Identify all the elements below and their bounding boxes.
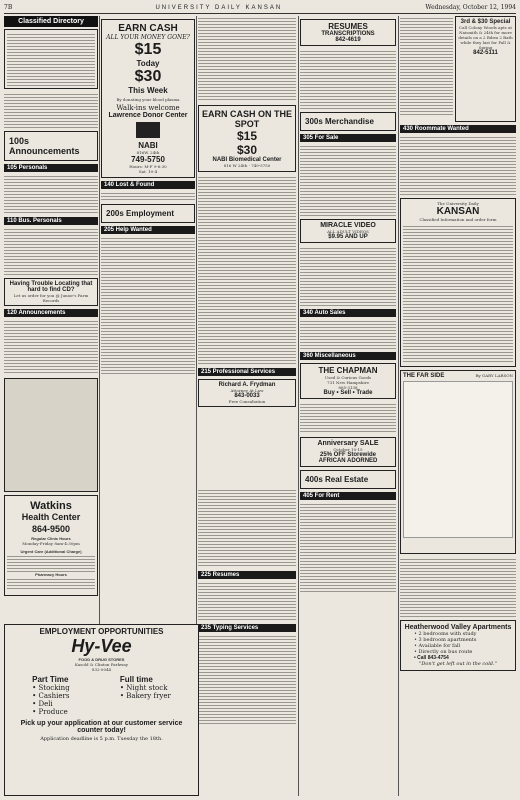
donating-text: By donating your blood plasma xyxy=(116,97,180,102)
section-405: 405 For Rent xyxy=(300,492,396,500)
section-225: 225 Resumes xyxy=(198,571,296,579)
today-label: Today xyxy=(136,59,160,68)
heatherwood-line4: • Directly on bus route xyxy=(414,649,473,655)
help-wanted-text xyxy=(101,236,195,376)
section-110: 110 Bus. Personals xyxy=(4,217,98,225)
hyvee-phone: 832-0044 xyxy=(91,667,112,672)
section-120: 120 Announcements xyxy=(4,309,98,317)
amount-today: $15 xyxy=(134,41,162,58)
chapman-slogan: Buy • Sell • Trade xyxy=(323,390,373,396)
section-235: 235 Typing Services xyxy=(198,624,296,632)
chapman-sub: Used & Curious Goods xyxy=(324,375,372,380)
anniversary-ad xyxy=(300,437,396,467)
heatherwood-ad xyxy=(400,620,516,671)
paper-name: UNIVERSITY DAILY KANSAN xyxy=(155,4,283,11)
resumes-ad xyxy=(300,19,396,46)
section-205: 205 Help Wanted xyxy=(101,226,195,234)
colony-body: Call Colony Woods apts at Naismith & 24th for more details on a 2 Bdrm 2 Bath while they last for Fall & Spring xyxy=(458,25,513,50)
page-header xyxy=(4,2,516,14)
watkins-subtitle: Health Center xyxy=(21,512,81,522)
kansan-title: KANSAN xyxy=(436,206,480,217)
classified-directory-title: Classified Directory xyxy=(4,16,98,27)
nabi-ad xyxy=(101,19,195,178)
anniv-title: Anniversary SALE xyxy=(317,440,379,447)
watkins-hours-label: Regular Clinic Hours xyxy=(31,536,71,541)
chapman-title: THE CHAPMAN xyxy=(318,366,378,375)
hyvee-pickup: Pick up your application at our customer service counter today! xyxy=(20,720,183,734)
spot-address: 816 W 24th · 749-5750 xyxy=(223,163,271,168)
fryman-name: Richard A. Frydman xyxy=(218,382,276,388)
section-200s: 200s Employment xyxy=(101,204,195,223)
nabi-name: NABI xyxy=(138,141,158,150)
nabi-spot-ad xyxy=(198,105,296,172)
chapman-ad xyxy=(300,363,396,399)
walkins-text: Walk-ins welcome xyxy=(116,104,180,112)
kansan-sub: Classified Information and order form xyxy=(419,217,497,222)
fryman-ad xyxy=(198,379,296,407)
watkins-hours: Monday-Friday 8am-4:30pm xyxy=(22,541,80,546)
spot-title: EARN CASH ON THE SPOT xyxy=(202,109,293,129)
colony-phone: 842-5111 xyxy=(473,50,498,56)
donor-center: Lawrence Donor Center xyxy=(108,112,188,119)
kansan-top: The University Daily xyxy=(437,201,479,206)
anniv-date: October 10-15 xyxy=(333,447,363,452)
miracle-video-ad xyxy=(300,219,396,243)
hyvee-deadline: Application deadline is 5 p.m. Tuesday the 18th. xyxy=(40,736,163,742)
chapman-address: 731 New Hampshire xyxy=(327,380,369,385)
hyvee-address: Kasold & Clinton Parkway xyxy=(74,662,129,667)
nabi-address: 816W. 24th xyxy=(136,150,160,155)
fryman-free: Free Consultation xyxy=(228,399,266,404)
junior-headline: Having Trouble Locating that hard to find CD? xyxy=(9,281,93,293)
column-5 xyxy=(400,16,516,796)
col3-text-mid xyxy=(198,175,296,365)
col3-text-top xyxy=(198,16,296,102)
amount-week: $30 xyxy=(134,68,162,85)
ft-nightstock: • Night stock xyxy=(119,684,168,692)
directory-index xyxy=(4,29,98,89)
pt-produce: • Produce xyxy=(32,708,68,716)
miracle-sub: ALL ADULT VIDEOS xyxy=(327,229,369,234)
spot-amt2: $30 xyxy=(236,143,258,157)
junior-farm-ad xyxy=(4,278,98,306)
column-3-lower xyxy=(198,488,296,796)
nabi-hours2: Sat. 10-4 xyxy=(138,169,158,174)
issue-date: Wednesday, October 12, 1994 xyxy=(425,4,516,11)
heatherwood-title: Heatherwood Valley Apartments xyxy=(404,624,512,631)
pt-stocking: • Stocking xyxy=(32,684,70,692)
hyvee-sub: FOOD & DRUG STORES xyxy=(78,657,125,662)
colony-top: 3rd & $30 Special xyxy=(460,19,511,25)
fulltime-title: Full time xyxy=(119,675,153,684)
week-label: This Week xyxy=(128,86,168,95)
earn-cash-title: EARN CASH xyxy=(118,23,178,34)
heatherwood-phone: • Call 843-4754 xyxy=(414,655,449,661)
heatherwood-tag: "Don't get left out in the cold." xyxy=(419,661,497,667)
spot-amt: $15 xyxy=(236,129,258,143)
section-140: 140 Lost & Found xyxy=(101,181,195,189)
colony-woods-ad xyxy=(455,16,516,122)
heatherwood-line1: • 2 bedrooms with study xyxy=(414,631,477,637)
hyvee-ad xyxy=(4,624,199,796)
nabi-hours: Hours: M-F 9-6:30 xyxy=(129,164,167,169)
pt-deli: • Deli xyxy=(32,700,53,708)
nabi-logo-icon xyxy=(136,122,160,138)
page-number: 7B xyxy=(4,4,13,11)
far-side-title: THE FAR SIDE xyxy=(403,373,445,379)
african-adorned: AFRICAN ADORNED xyxy=(318,458,378,464)
column-2 xyxy=(101,16,195,486)
colorado-ad xyxy=(4,378,98,492)
earn-cash-sub: ALL YOUR MONEY GONE? xyxy=(106,34,190,41)
far-side-illustration xyxy=(403,381,513,538)
transcriptions-title: TRANSCRIPTIONS xyxy=(321,31,375,37)
hyvee-logo: Hy-Vee xyxy=(71,636,132,656)
section-400s: 400s Real Estate xyxy=(300,470,396,489)
anniv-off: 25% OFF Storewide xyxy=(319,452,376,458)
far-side-author: By GARY LARSON xyxy=(475,373,513,378)
parttime-title: Part Time xyxy=(32,675,69,684)
ft-bakery: • Bakery fryer xyxy=(119,692,171,700)
bus-personals-text xyxy=(4,227,98,275)
column-3 xyxy=(198,16,296,486)
kansan-form xyxy=(400,198,516,367)
announcements-text xyxy=(4,319,98,375)
spot-nabi: NABI Biomedical Center xyxy=(212,157,282,163)
pt-cashiers: • Cashiers xyxy=(32,692,70,700)
nabi-phone: 749-5750 xyxy=(131,155,165,164)
heatherwood-line3: • Available for fall xyxy=(414,643,461,649)
far-side-comic xyxy=(400,370,516,554)
fryman-sub: Attorney At Law xyxy=(230,388,264,393)
section-100s: 100s Announcements xyxy=(4,131,98,161)
resumes-title: RESUMES xyxy=(328,22,368,31)
heatherwood-line2: • 3 bedroom apartments xyxy=(414,637,477,643)
section-360: 360 Miscellaneous xyxy=(300,352,396,360)
transcriptions-phone: 842-4619 xyxy=(335,37,361,43)
section-340: 340 Auto Sales xyxy=(300,309,396,317)
junior-sub: Let us order for you @ Junior's Farm Records xyxy=(13,293,89,303)
chapman-phone: 865-3138 xyxy=(338,385,358,390)
watkins-phone: 864-9500 xyxy=(31,524,71,534)
section-105: 105 Personals xyxy=(4,164,98,172)
section-215: 215 Professional Services xyxy=(198,368,296,376)
miracle-title: MIRACLE VIDEO xyxy=(320,222,376,229)
column-4 xyxy=(300,16,396,796)
info-text xyxy=(4,92,98,128)
section-305: 305 For Sale xyxy=(300,134,396,142)
fryman-phone: 843-0033 xyxy=(234,393,260,399)
watkins-pharmacy: Pharmacy Hours xyxy=(35,572,67,577)
watkins-ad xyxy=(4,495,98,596)
section-300s: 300s Merchandise xyxy=(300,112,396,131)
watkins-name: Watkins xyxy=(30,500,72,512)
personals-text xyxy=(4,174,98,214)
hyvee-emp-title: EMPLOYMENT OPPORTUNITIES xyxy=(39,627,164,636)
watkins-urgent: Urgent Care (Additional Charge) xyxy=(20,549,82,554)
section-430: 430 Roommate Wanted xyxy=(400,125,516,133)
miracle-price: $9.95 AND UP xyxy=(328,234,368,240)
